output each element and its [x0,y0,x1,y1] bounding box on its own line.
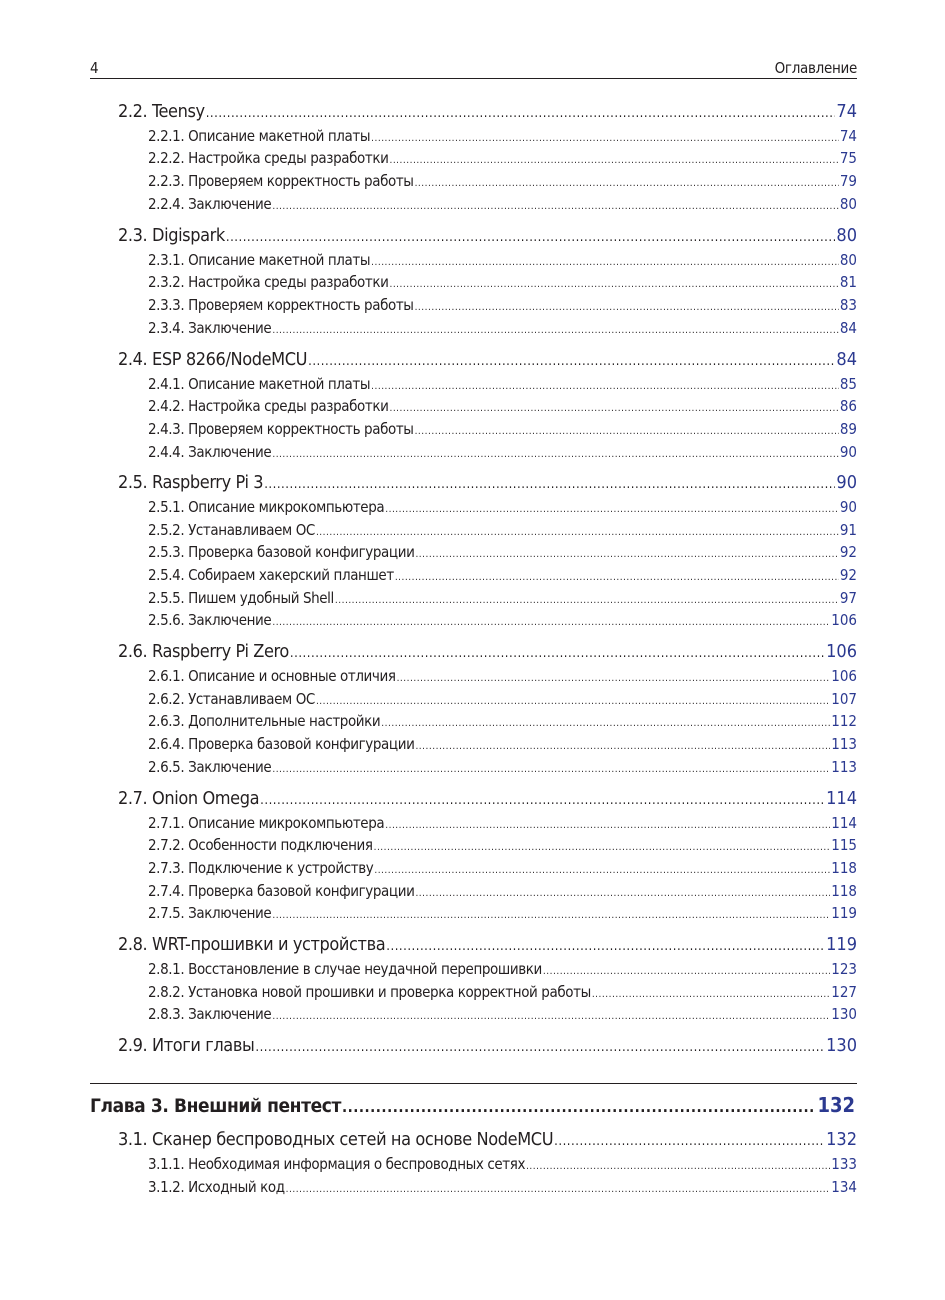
toc-subsection-entry[interactable] [148,757,857,778]
toc-section-entry[interactable] [118,1128,857,1152]
toc-subsection-entry[interactable] [148,982,857,1003]
dot-leader [415,173,839,192]
dot-leader [592,984,830,1003]
dot-leader [386,935,825,957]
dot-leader [543,961,830,980]
dot-leader [316,691,830,710]
toc-entry-title: 2.8. WRT-прошивки и устройства [118,934,386,955]
toc-entry-title: 2.7.3. Подключение к устройству [148,859,374,877]
toc-subsection-entry[interactable] [148,419,857,440]
toc-entry-title: 2.2. Teensy [118,101,205,122]
toc-entry-title: 2.7.2. Особенности подключения [148,836,373,854]
toc-page-number: 132 [826,1129,857,1150]
toc-entry-title: 2.4.3. Проверяем корректность работы [148,420,414,438]
page-header [90,56,857,79]
dot-leader [381,713,830,732]
toc-subsection-entry[interactable] [148,813,857,834]
toc-entry-title: 2.6.2. Устанавливаем ОС [148,690,315,708]
toc-entry-title: 2.5.5. Пишем удобный Shell [148,589,334,607]
toc-page-number: 90 [839,498,857,516]
toc-page-number: 113 [831,758,857,776]
dot-leader [385,815,830,834]
dot-leader [395,567,839,586]
toc-page-number: 90 [836,472,857,493]
toc-section-entry[interactable] [118,348,857,372]
dot-leader [272,759,830,778]
toc-subsection-entry[interactable] [148,565,857,586]
toc-subsection-entry[interactable] [148,171,857,192]
toc-entry-title: 2.2.1. Описание макетной платы [148,127,371,145]
toc-subsection-entry[interactable] [148,734,857,755]
dot-leader [389,150,838,169]
dot-leader [264,473,835,495]
toc-entry-title: 2.7.4. Проверка базовой конфигурации [148,882,415,900]
toc-section-entry[interactable] [118,100,857,124]
toc-subsection-entry[interactable] [148,250,857,271]
dot-leader [226,226,836,248]
toc-entry-title: 2.6.1. Описание и основные отличия [148,667,396,685]
toc-entry-title: 2.5. Raspberry Pi 3 [118,472,264,493]
dot-leader [290,642,825,664]
toc-entry-title: 2.3. Digispark [118,225,225,246]
dot-leader [389,274,838,293]
toc-entry-title: 2.3.4. Заключение [148,319,272,337]
dot-leader [255,1036,825,1058]
toc-page-number: 84 [839,319,857,337]
toc-entry-title: 2.5.6. Заключение [148,611,272,629]
toc-page-number: 75 [839,149,857,167]
toc-section-entry[interactable] [118,1034,857,1058]
toc-entry-title: 2.6.3. Дополнительные настройки [148,712,381,730]
dot-leader [389,398,838,417]
dot-leader [415,883,830,902]
toc-section-entry[interactable] [118,640,857,664]
toc-page-number: 118 [831,859,857,877]
toc-entry-title: 2.8.3. Заключение [148,1005,272,1023]
dot-leader [272,444,838,463]
chapter-divider [90,1083,857,1084]
toc-entry-title: 2.4.1. Описание макетной платы [148,375,371,393]
toc-subsection-entry[interactable] [148,1004,857,1025]
dot-leader [272,1006,830,1025]
dot-leader [371,128,839,147]
toc-page-number: 80 [839,251,857,269]
toc-page-number: 119 [831,904,857,922]
toc-entry-title: 2.4. ESP 8266/NodeMCU [118,349,308,370]
toc-entry-title: 2.7. Onion Omega [118,788,260,809]
toc-section-entry[interactable] [118,471,857,495]
dot-leader [415,544,838,563]
toc-section-entry[interactable] [118,787,857,811]
toc-page-number: 123 [831,960,857,978]
toc-page-number: 114 [826,788,857,809]
toc-entry-title: 2.4.4. Заключение [148,443,272,461]
dot-leader [260,789,825,811]
toc-page-number: 112 [831,712,857,730]
toc-entry-title: 2.6.5. Заключение [148,758,272,776]
toc-entry-title: 2.2.3. Проверяем корректность работы [148,172,414,190]
toc-subsection-entry[interactable] [148,126,857,147]
toc-page-number: 127 [831,983,857,1001]
dot-leader [397,668,831,687]
dot-leader [272,905,830,924]
toc-entry-title: 2.9. Итоги главы [118,1035,255,1056]
toc-entry-title: 2.5.3. Проверка базовой конфигурации [148,543,415,561]
toc-page-number: 134 [831,1178,857,1196]
toc-entry-title: 2.6.4. Проверка базовой конфигурации [148,735,415,753]
toc-page-number: 81 [839,273,857,291]
toc-entry-title: 2.7.1. Описание микрокомпьютера [148,814,385,832]
toc-page-number: 130 [826,1035,857,1056]
toc-page-number: 118 [831,882,857,900]
toc-page-number: 119 [826,934,857,955]
toc-subsection-entry[interactable] [148,520,857,541]
dot-leader [206,102,836,124]
toc-subsection-entry[interactable] [148,711,857,732]
toc-page-number: 132 [817,1093,855,1117]
toc-page-number: 130 [831,1005,857,1023]
toc-subsection-entry[interactable] [148,881,857,902]
dot-leader [526,1156,830,1175]
toc-subsection-entry[interactable] [148,666,857,687]
toc-page-number: 83 [839,296,857,314]
toc-entry-title: 2.3.2. Настройка среды разработки [148,273,389,291]
toc-subsection-entry[interactable] [148,194,857,215]
toc-page-number: 92 [839,543,857,561]
dot-leader [272,196,838,215]
toc-entry-title: 2.6. Raspberry Pi Zero [118,641,289,662]
dot-leader [272,320,838,339]
toc-page-number: 106 [831,611,857,629]
toc-subsection-entry[interactable] [148,542,857,563]
toc-entry-title: 2.2.2. Настройка среды разработки [148,149,389,167]
dot-leader [308,350,835,372]
toc-page-number: 106 [831,667,857,685]
toc-subsection-entry[interactable] [148,610,857,631]
toc-page-number: 80 [839,195,857,213]
dot-leader [415,421,839,440]
toc-page-number: 114 [831,814,857,832]
toc-entry-title: 3.1.1. Необходимая информация о беспроводных сетях [148,1155,526,1173]
toc-subsection-entry[interactable] [148,374,857,395]
toc-subsection-entry[interactable] [148,396,857,417]
toc-subsection-entry[interactable] [148,1154,857,1175]
toc-page-number: 80 [836,225,857,246]
toc-entry-title: 3.1.2. Исходный код [148,1178,285,1196]
dot-leader [374,837,831,856]
toc-page-number: 113 [831,735,857,753]
dot-leader [385,499,839,518]
toc-page-number: 79 [839,172,857,190]
toc-entry-title: 2.5.1. Описание микрокомпьютера [148,498,385,516]
toc-subsection-entry[interactable] [148,442,857,463]
toc-page-number: 106 [826,641,857,662]
toc-chapter-entry[interactable] [90,1092,855,1118]
toc-entry-title: 2.8.1. Восстановление в случае неудачной перепрошивки [148,960,542,978]
toc-page-number: 115 [831,836,857,854]
dot-leader [272,612,830,631]
dot-leader [415,297,839,316]
toc-entry-title: 3.1. Сканер беспроводных сетей на основе NodeMCU [118,1129,554,1150]
dot-leader [286,1179,831,1198]
toc-page-number: 133 [831,1155,857,1173]
toc-page-number: 91 [839,521,857,539]
toc-subsection-entry[interactable] [148,959,857,980]
toc-entry-title: 2.2.4. Заключение [148,195,272,213]
dot-leader [554,1130,825,1152]
toc-entry-title: 2.3.1. Описание макетной платы [148,251,371,269]
toc-page-number: 92 [839,566,857,584]
toc-page-number: 107 [831,690,857,708]
dot-leader [374,860,830,879]
toc-subsection-entry[interactable] [148,497,857,518]
toc-subsection-entry[interactable] [148,318,857,339]
toc-section-entry[interactable] [118,933,857,957]
dot-leader [415,736,830,755]
toc-subsection-entry[interactable] [148,148,857,169]
toc-page-number: 86 [839,397,857,415]
header-page-number: 4 [90,59,99,77]
toc-entry-title: 2.7.5. Заключение [148,904,272,922]
dot-leader [316,522,839,541]
dot-leader [371,376,839,395]
toc-entry-title: 2.8.2. Установка новой прошивки и проверка корректной работы [148,983,591,1001]
toc-page-number: 74 [836,101,857,122]
header-running-title: Оглавление [774,59,857,77]
toc-page-number: 90 [839,443,857,461]
toc-subsection-entry[interactable] [148,1177,857,1198]
toc-subsection-entry[interactable] [148,903,857,924]
toc-entry-title: 2.4.2. Настройка среды разработки [148,397,389,415]
toc-subsection-entry[interactable] [148,588,857,609]
toc-subsection-entry[interactable] [148,689,857,710]
toc-section-entry[interactable] [118,224,857,248]
dot-leader [371,252,839,271]
toc-page-number: 97 [839,589,857,607]
toc-subsection-entry[interactable] [148,295,857,316]
toc-page-number: 74 [839,127,857,145]
dot-leader [335,590,839,609]
dot-leader [342,1094,816,1118]
toc-entry-title: 2.5.2. Устанавливаем ОС [148,521,315,539]
toc-subsection-entry[interactable] [148,835,857,856]
toc-page-number: 85 [839,375,857,393]
toc-page-number: 89 [839,420,857,438]
toc-entry-title: Глава 3. Внешний пентест [90,1095,342,1117]
toc-subsection-entry[interactable] [148,858,857,879]
toc-page-number: 84 [836,349,857,370]
toc-entry-title: 2.5.4. Собираем хакерский планшет [148,566,394,584]
toc-entry-title: 2.3.3. Проверяем корректность работы [148,296,414,314]
toc-subsection-entry[interactable] [148,272,857,293]
